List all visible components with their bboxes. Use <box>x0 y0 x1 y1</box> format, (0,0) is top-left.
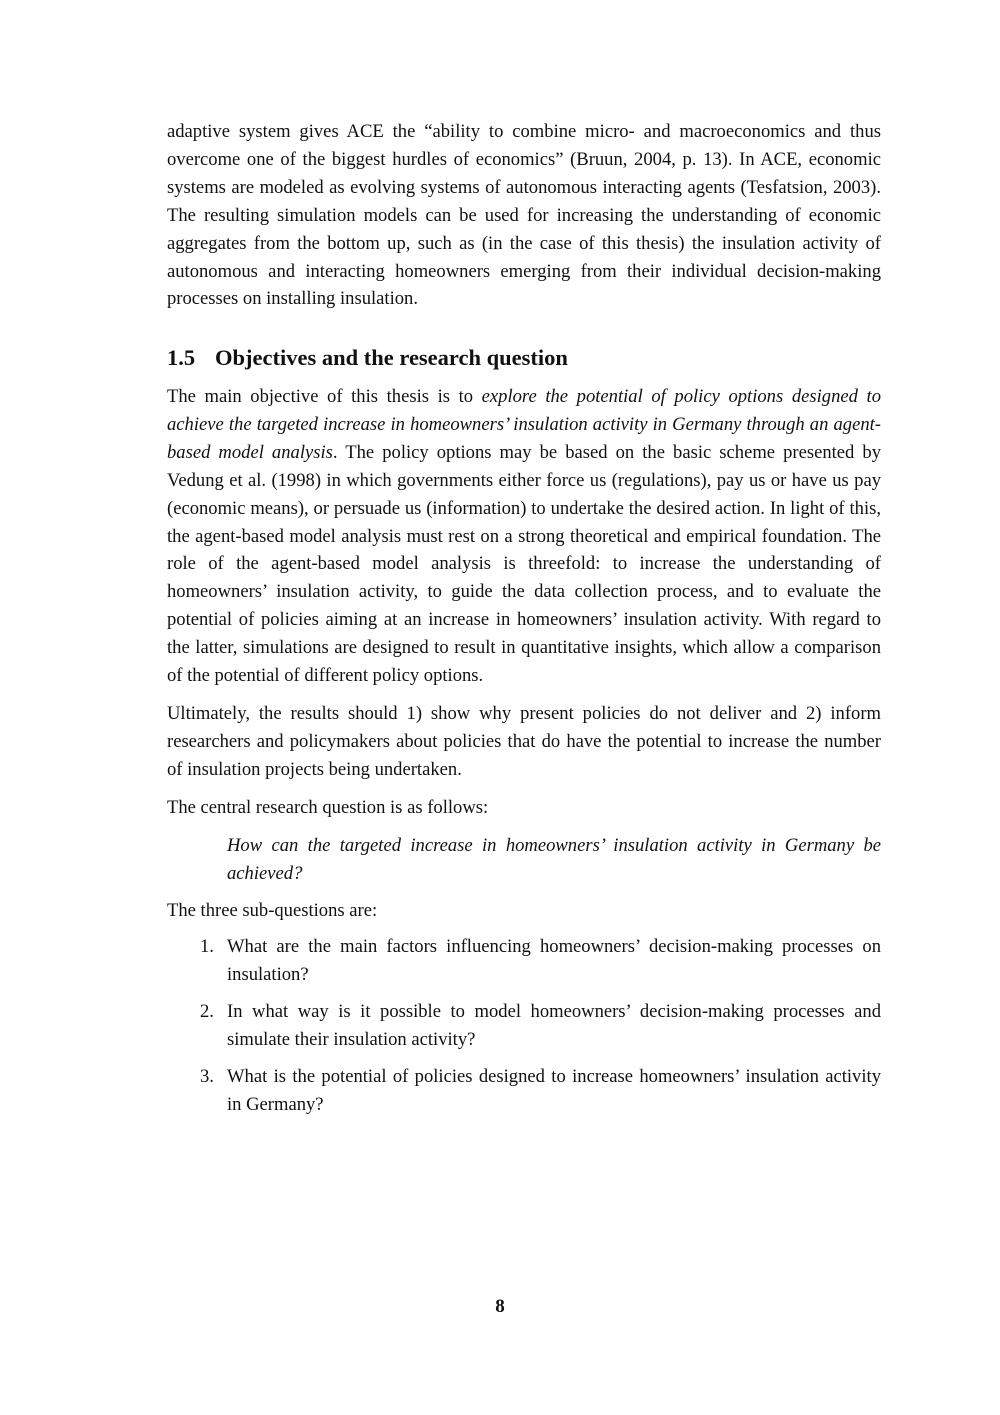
sub-questions-intro: The three sub-questions are: <box>167 900 378 922</box>
sub-questions-list <box>167 933 881 1118</box>
objective-lead: The main objective of this thesis is to <box>167 386 482 407</box>
section-title: Objectives and the research question <box>215 345 568 370</box>
sub-question-item <box>167 1063 881 1119</box>
sub-question-number: 1. <box>200 936 214 958</box>
sub-question-text: In what way is it possible to model homeowners’ decision-making processes and simulate their insulation activity? <box>227 1001 881 1051</box>
sub-question-text: What is the potential of policies designed to increase homeowners’ insulation activity in Germany? <box>227 1065 881 1115</box>
page-number: 8 <box>495 1296 505 1317</box>
objective-paragraph <box>167 383 881 690</box>
objective-rest: . The policy options may be based on the basic scheme presented by Vedung et al. (1998) in which governments either force us (regulations), pay us or have us pay (economic means), or persuade us (information) to undertake the desired action. In light of this, the agent-based model analysis must rest on a strong theoretical and empirical foundation. The role of the agent-based model analysis is threefold: to increase the understanding of homeowners’ insulation activity, to guide the data collection process, and to evaluate the potential of policies aiming at an increase in homeowners’ insulation activity. With regard to the latter, simulations are designed to result in quantitative insights, which allow a comparison of the potential of different policy options. <box>167 441 881 687</box>
sub-question-item <box>167 998 881 1054</box>
sub-question-number: 3. <box>200 1065 214 1087</box>
sub-question-number: 2. <box>200 1001 214 1023</box>
central-question-intro: The central research question is as follows: <box>167 796 489 818</box>
intro-paragraph: adaptive system gives ACE the “ability to combine micro- and macroeconomics and thus overcome one of the biggest hurdles of economics” (Bruun, 2004, p. 13). In ACE, economic systems are modeled as evolving systems of autonomous interacting agents (Tesfatsion, 2003). The resulting simulation models can be used for increasing the understanding of economic aggregates from the bottom up, such as (in the case of this thesis) the insulation activity of autonomous and interacting homeowners emerging from their individual decision-making processes on installing insulation. <box>167 121 881 310</box>
objective-emphasis: explore the potential of policy options designed to achieve the targeted increase in homeowners’ insulation activity in Germany through an agent-based model analysis <box>167 386 881 463</box>
central-research-question: How can the targeted increase in homeowners’ insulation activity in Germany be achieved? <box>227 834 881 884</box>
page-body <box>167 118 881 1115</box>
ultimately-paragraph: Ultimately, the results should 1) show why present policies do not deliver and 2) inform researchers and policymakers about policies that do have the potential to increase the number of insulation projects being undertaken. <box>167 702 881 780</box>
section-heading <box>167 344 568 372</box>
section-content <box>167 383 881 1128</box>
sub-question-item <box>167 933 881 989</box>
sub-question-text: What are the main factors influencing homeowners’ decision-making processes on insulation? <box>227 936 881 986</box>
section-number: 1.5 <box>167 345 196 370</box>
